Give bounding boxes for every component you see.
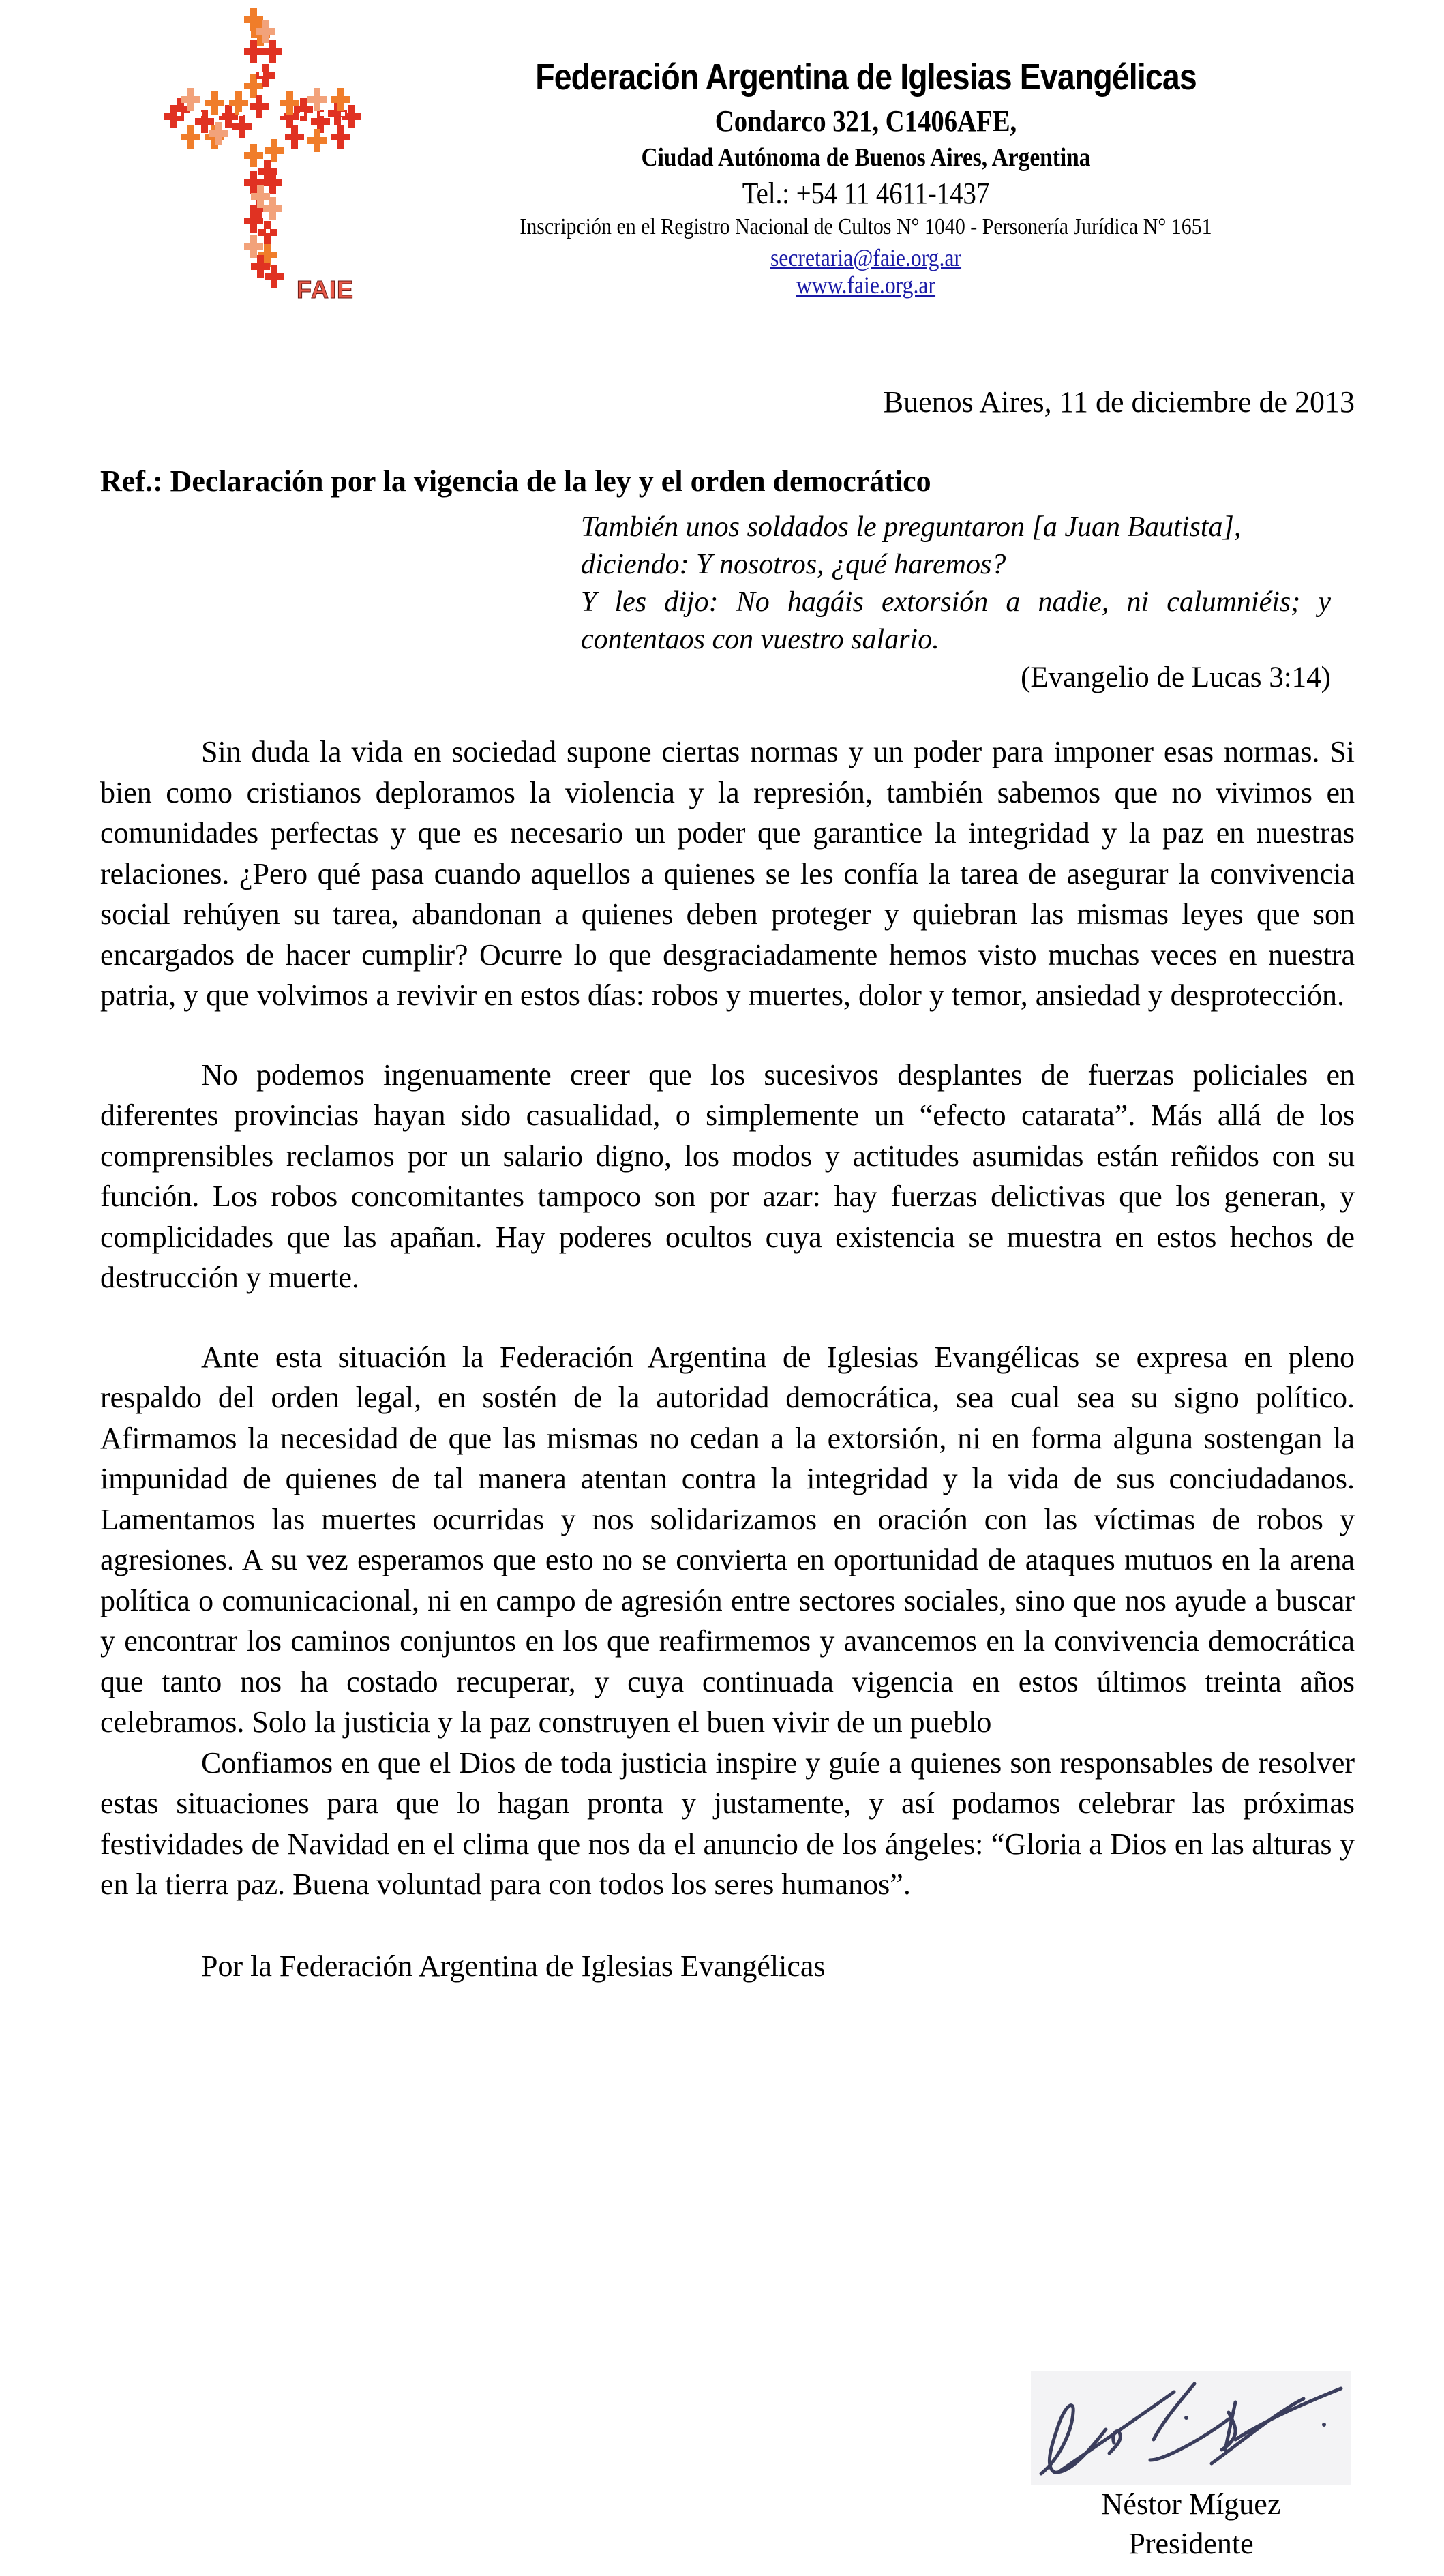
- epigraph-quote: [581, 509, 1331, 696]
- body-paragraph: No podemos ingenuamente creer que los sucesivos desplantes de fuerzas policiales en diferentes provincias hayan sido casualidad, o simplemente un “efecto catarata”. Más allá de los comprensibles reclamos por un salario digno, los modos y actitudes asumidas están reñidos con su función. Los robos concomitantes tampoco son por azar: hay fuerzas delictivas que los generan, y complicidades que las apañan. Hay poderes ocultos cuya existencia se muestra en estos hechos de destrucción y muerte.: [100, 1058, 1355, 1294]
- letter-reference: Ref.: Declaración por la vigencia de la ley y el orden democrático: [100, 464, 931, 498]
- epigraph-line: Y les dijo: No hagáis extorsión a nadie, ni calumniéis; y: [581, 586, 1331, 618]
- letter-body: [100, 382, 1355, 1986]
- body-paragraph: Ante esta situación la Federación Argentina de Iglesias Evangélicas se expresa en pleno respaldo del orden legal, en sostén de la autoridad democrática, sea cual sea su signo político. Afirmamos la necesidad de que las mismas no cedan a la extorsión, ni en forma alguna sostengan la impunidad de quienes de tal manera atentan contra la integridad y la vida de sus conciudadanos. Lamentamos las muertes ocurridas y nos solidarizamos en oración con las víctimas de robos y agresiones. A su vez esperamos que esto no se convierta en oportunidad de ataques mutuos en la arena política o comunicacional, ni en campo de agresión entre sectores sociales, sino que nos ayude a buscar y encontrar los caminos conjuntos en los que reafirmemos y avancemos en la convivencia democrática que tanto nos ha costado recuperar, y cuya continuada vigencia en estos últimos treinta años celebramos. Solo la justicia y la paz construyen el buen vivir de un pueblo: [100, 1340, 1355, 1739]
- faie-cross-logo-icon: [150, 4, 375, 304]
- epigraph-line: También unos soldados le preguntaron [a Juan Bautista],: [581, 511, 1242, 543]
- letter-date: Buenos Aires, 11 de diciembre de 2013: [883, 385, 1355, 419]
- epigraph-citation: (Evangelio de Lucas 3:14): [1021, 661, 1331, 693]
- signer-name: Néstor Míguez: [1101, 2487, 1281, 2521]
- closing-line: Por la Federación Argentina de Iglesias Evangélicas: [201, 1949, 826, 1983]
- handwritten-signature-icon: [1031, 2371, 1351, 2485]
- signature-block: [1031, 2371, 1351, 2564]
- organization-phone: Tel.: +54 11 4611-1437: [742, 177, 990, 210]
- epigraph-line: contentaos con vuestro salario.: [581, 624, 939, 655]
- organization-address: Condarco 321, C1406AFE,: [715, 104, 1017, 138]
- logo-wordmark: FAIE: [297, 275, 355, 303]
- organization-city: Ciudad Autónoma de Buenos Aires, Argentina: [641, 143, 1091, 172]
- organization-info: [382, 53, 1350, 297]
- email-link[interactable]: secretaria@faie.org.ar: [770, 244, 962, 271]
- body-paragraph: Sin duda la vida en sociedad supone ciertas normas y un poder para imponer esas normas. Si bien como cristianos deploramos la violencia y la represión, también sabemos que no vivimos en comunidades perfectas y que es necesario un poder que garantice la integridad y la paz en nuestras relaciones. ¿Pero qué pasa cuando aquellos a quienes se les confía la tarea de asegurar la convivencia social rehúyen su tarea, abandonan a quienes deben proteger y quiebran las mismas leyes que son encargados de hacer cumplir? Ocurre lo que desgraciadamente hemos visto muchas veces en nuestra patria, y que volvimos a revivir en estos días: robos y muertes, dolor y temor, ansiedad y desprotección.: [100, 735, 1355, 1012]
- signer-title: Presidente: [1128, 2527, 1254, 2560]
- website-link[interactable]: www.faie.org.ar: [796, 271, 936, 299]
- body-paragraph: Confiamos en que el Dios de toda justicia inspire y guíe a quienes son responsables de resolver estas situaciones para que lo hagan pronta y justamente, y así podamos celebrar las próximas festividades de Navidad en el clima que nos da el anuncio de los ángeles: “Gloria a Dios en las alturas y en la tierra paz. Buena voluntad para con todos los seres humanos”.: [100, 1746, 1355, 1901]
- epigraph-line: diciendo: Y nosotros, ¿qué haremos?: [581, 549, 1006, 580]
- organization-name: Federación Argentina de Iglesias Evangélicas: [535, 57, 1197, 98]
- letterhead: [0, 0, 1444, 320]
- organization-registry: Inscripción en el Registro Nacional de Cultos N° 1040 - Personería Jurídica N° 1651: [520, 214, 1212, 239]
